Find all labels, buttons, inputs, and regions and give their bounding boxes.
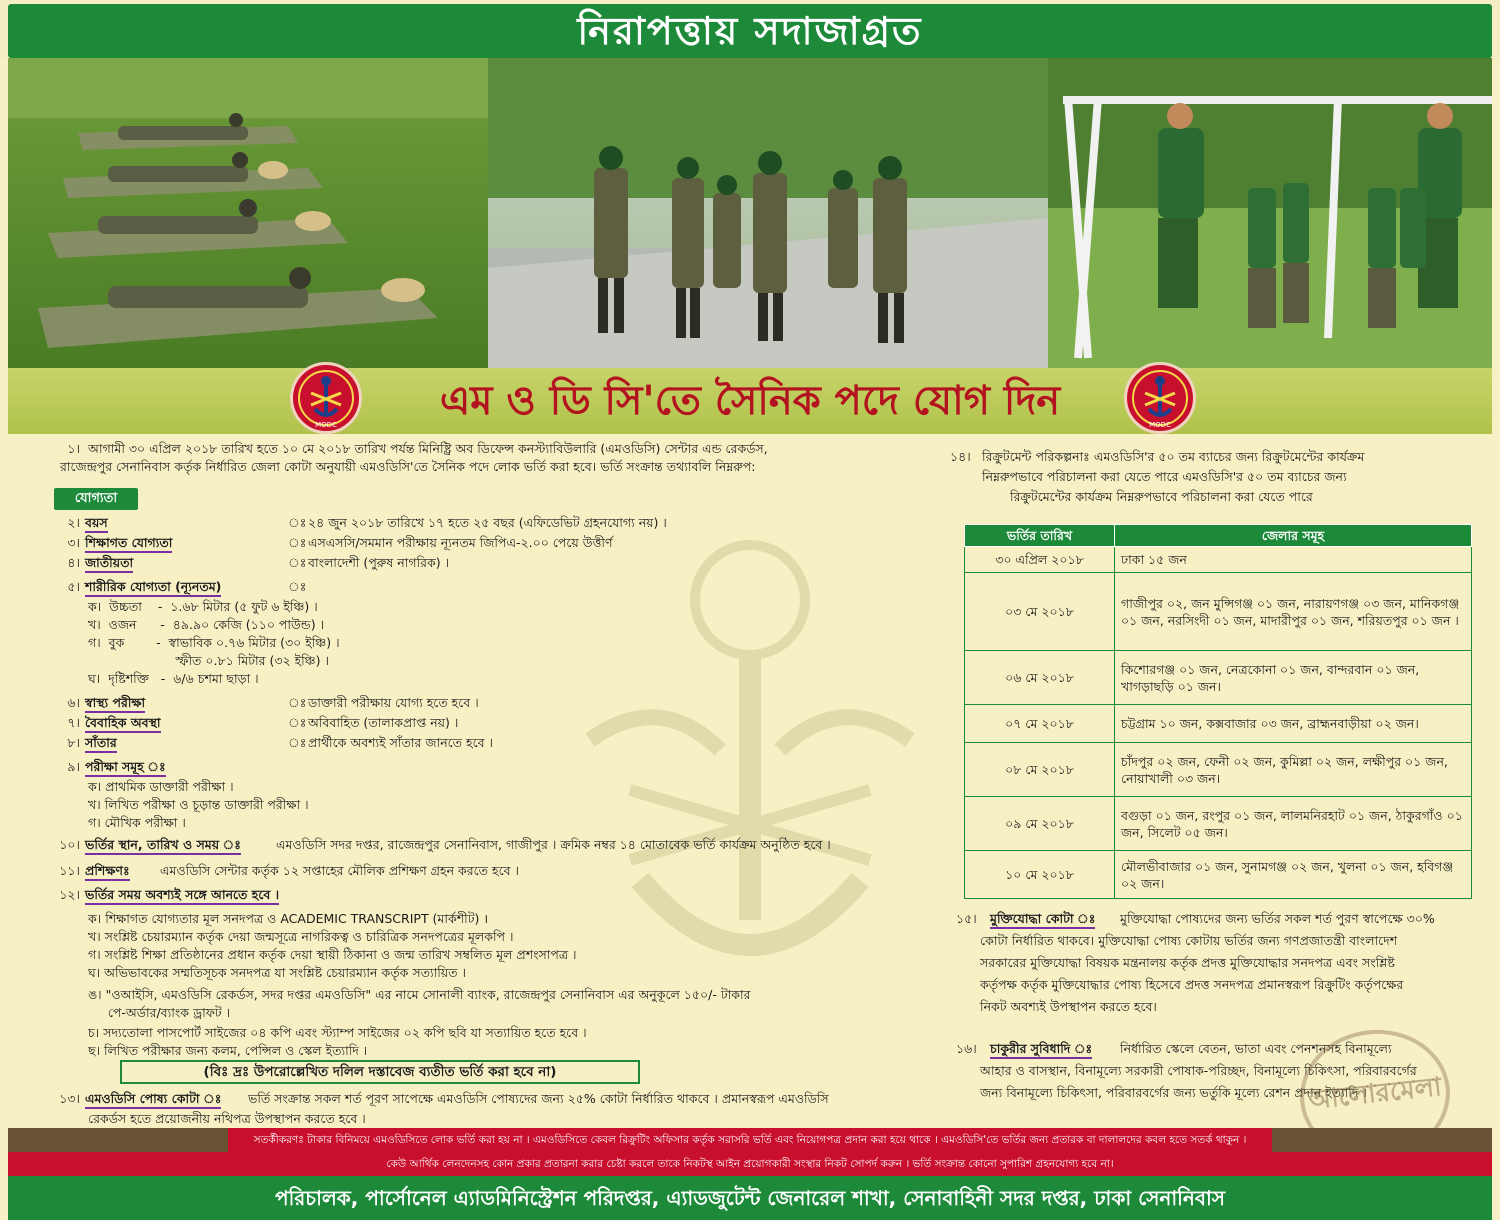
- table-row: ০৩ মে ২০১৮ গাজীপুর ০২, জন মুন্সিগঞ্জ ০১ জন, নারায়ণগঞ্জ ০৩ জন, মানিকগঞ্জ ০১ জন, নরসিংদী ০১ জন, মাদারীপুর ০১ জন, শরিয়তপুর ০১ জন ।: [965, 573, 1472, 651]
- publisher-stamp: আলোরমেলা: [1294, 1023, 1457, 1168]
- recruitment-banner: [8, 368, 1492, 434]
- modc-emblem-left: [290, 362, 362, 434]
- table-row: ০৭ মে ২০১৮ চট্টগ্রাম ১০ জন, কক্সবাজার ০৩ জন, ব্রাহ্মনবাড়ীয়া ০২ জন।: [965, 705, 1472, 743]
- table-row: ০৮ মে ২০১৮ চাঁদপুর ০২ জন, ফেনী ০২ জন, কুমিল্লা ০২ জন, লক্ষীপুর ০১ জন, নোয়াখালী ০৩ জন।: [965, 743, 1472, 797]
- photo-pullups: [1048, 58, 1492, 368]
- recruitment-schedule-table: [964, 524, 1472, 899]
- table-header-row: [965, 525, 1472, 547]
- emblem-text: MODC: [315, 421, 337, 429]
- qualification-heading: যোগ্যতা: [54, 488, 138, 510]
- photo-marching: [488, 58, 1048, 368]
- emblem-text: MODC: [1149, 421, 1171, 429]
- table-row: ০৬ মে ২০১৮ কিশোরগঞ্জ ০১ জন, নেত্রকোনা ০১ জন, বান্দরবান ০১ জন, খাগড়াছড়ি ০১ জন।: [965, 651, 1472, 705]
- table-row: ১০ মে ২০১৮ মৌলভীবাজার ০১ জন, সুনামগঞ্জ ০২ জন, খুলনা ০১ জন, হবিগঞ্জ ০২ জন।: [965, 851, 1472, 899]
- col-district-header: জেলার সমূহ: [1115, 525, 1472, 547]
- photo-strip: [8, 58, 1492, 368]
- col-date-header: ভর্তির তারিখ: [965, 525, 1115, 547]
- warning-bar: [8, 1128, 1492, 1176]
- table-row: ৩০ এপ্রিল ২০১৮ ঢাকা ১৫ জন: [965, 547, 1472, 573]
- footer-issuer: পরিচালক, পার্সোনেল এ্যাডমিনিস্ট্রেশন পরিদপ্তর, এ্যাডজুটেন্ট জেনারেল শাখা, সেনাবাহিনী সদর দপ্তর, ঢাকা সেনানিবাস: [8, 1176, 1492, 1220]
- documents-notice: (বিঃ দ্রঃ উপরোল্লেখিত দলিল দস্তাবেজ ব্যতীত ভর্তি করা হবে না): [120, 1060, 640, 1084]
- photo-shooting-range: [8, 58, 488, 368]
- header: [0, 0, 1500, 60]
- modc-emblem-right: [1124, 362, 1196, 434]
- warning-line-1: সতর্কীকরণঃ টাকার বিনিময়ে এমওডিসিতে লোক ভর্তি করা হয় না । এমওডিসিতে কেবল রিক্রুটিং অফিসার কর্তৃক সরাসরি ভর্তি এবং নিয়োগপত্র প্রদান করা হয়ে থাকে । এমওডিসি'তে ভর্তির জন্য প্রতারক বা দালালদের কবল হতে সতর্ক থাকুন ।: [253, 1134, 1247, 1146]
- banner-title: এম ও ডি সি'তে সৈনিক পদে যোগ দিন: [439, 378, 1061, 424]
- page-title: নিরাপত্তায় সদাজাগ্রত: [577, 9, 923, 53]
- header-bar: [8, 4, 1492, 58]
- watermark-emblem: [560, 540, 940, 1020]
- warning-line-2: কেউ আর্থিক লেনদেনসহ কোন প্রকার প্রতারনা করার চেষ্টা করলে তাকে নিকটস্থ আইন প্রয়োগকারী সংস্থার নিকট সোপর্দ করুন । ভর্তি সংক্রান্ত কোনো সুপারিশ গ্রহনযোগ্য হবে না।: [386, 1158, 1114, 1170]
- table-row: ০৯ মে ২০১৮ বগুড়া ০১ জন, রংপুর ০১ জন, লালমনিরহাট ০১ জন, ঠাকুরগাঁও ০১ জন, সিলেট ০৫ জন।: [965, 797, 1472, 851]
